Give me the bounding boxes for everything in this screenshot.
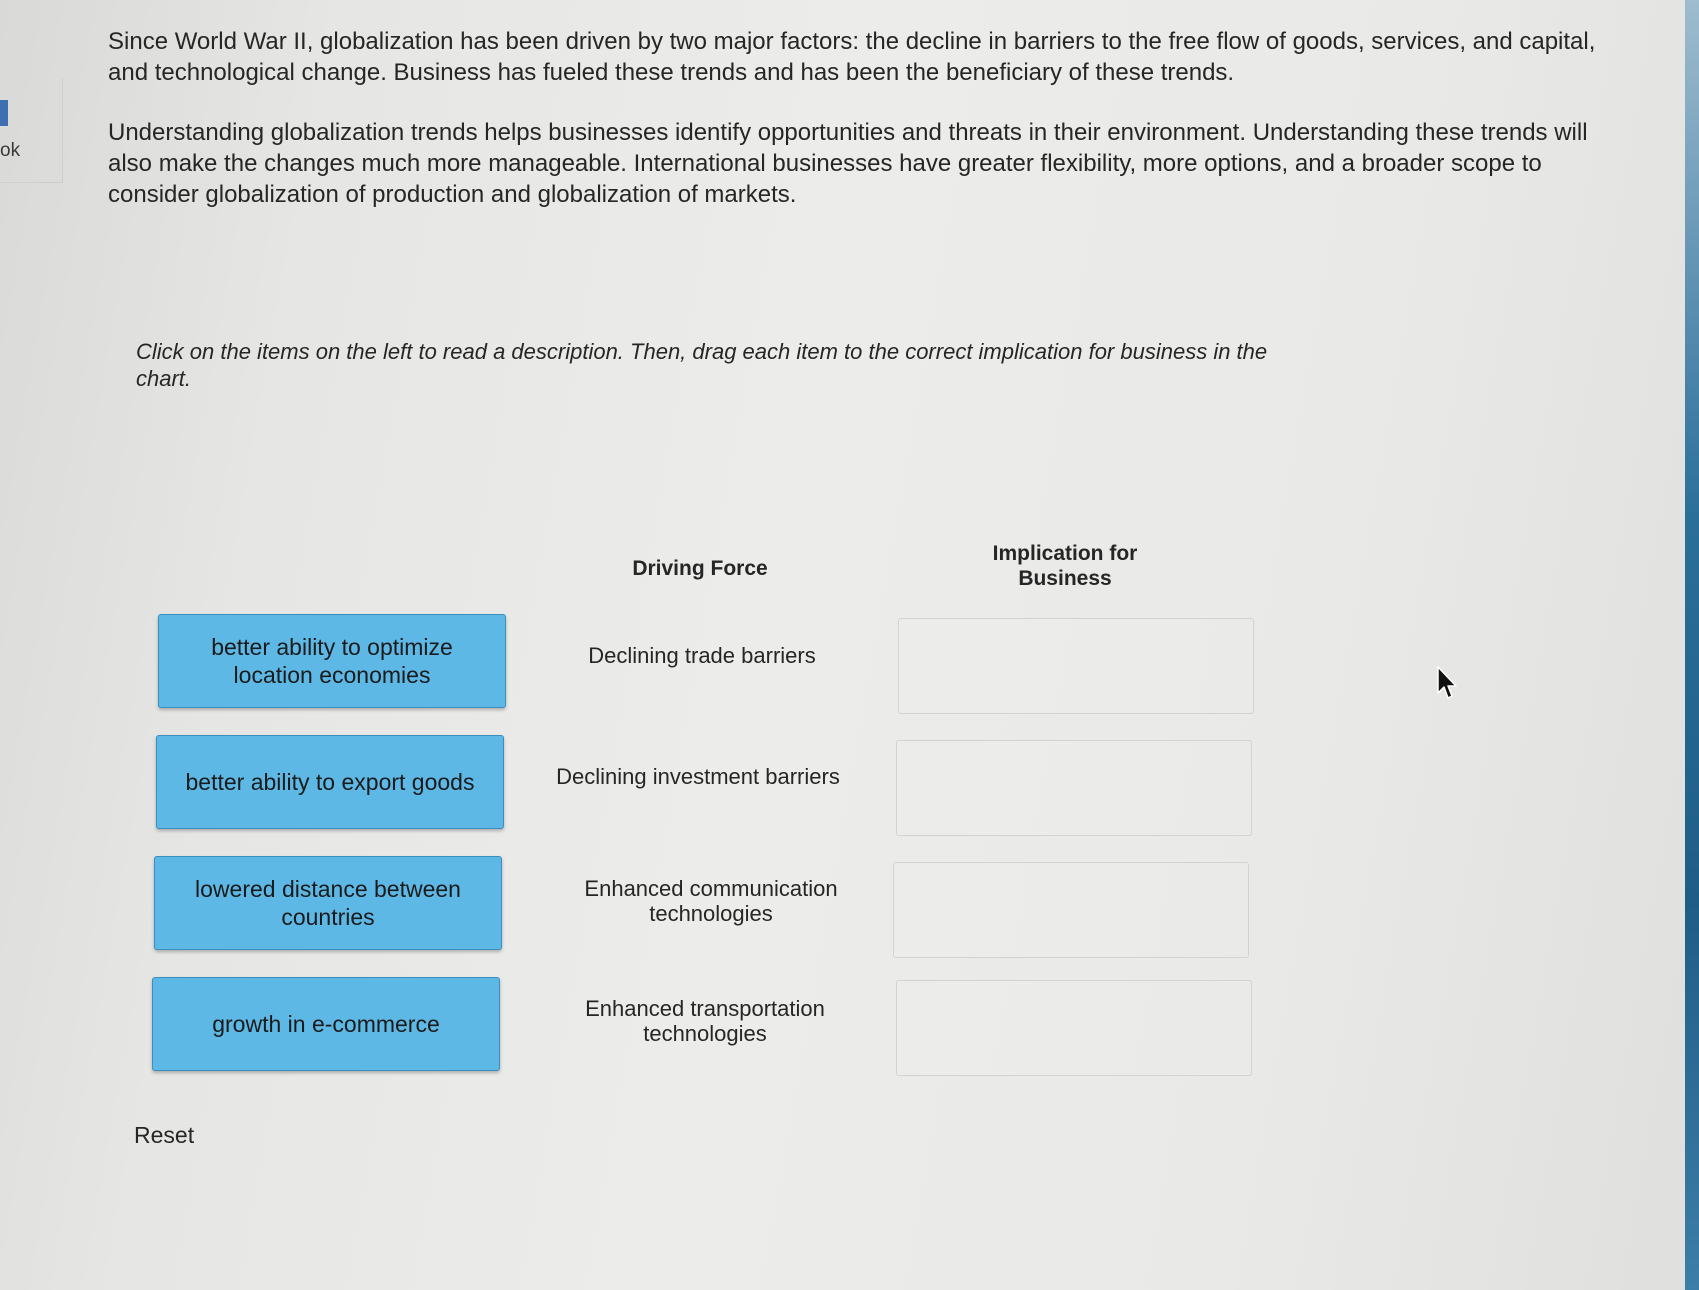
drag-item-export-goods[interactable]: better ability to export goods [156, 735, 504, 829]
driving-force-trade-barriers: Declining trade barriers [588, 643, 816, 668]
header-implication-for-business: Implication for Business [992, 542, 1138, 590]
intro-text [108, 26, 1608, 239]
driving-force-investment-barriers: Declining investment barriers [556, 764, 840, 789]
drop-zone-trade-barriers[interactable] [898, 618, 1254, 714]
intro-paragraph-2: Understanding globalization trends helps businesses identify opportunities and threats in their environment. Understanding these trends will also make the changes much more manageable. International businesses have greater flexibility, more options, and a broader scope to consider globalization of production and globalization of markets. [108, 119, 1588, 208]
drop-zone-communication-tech[interactable] [893, 862, 1249, 958]
driving-force-transportation-tech: Enhanced transportation technologies [585, 996, 825, 1046]
intro-paragraph-1: Since World War II, globalization has been driven by two major factors: the decline in barriers to the free flow of goods, services, and capital, and technological change. Business has fueled these trends and has been the beneficiary of these trends. [108, 28, 1596, 86]
header-driving-force: Driving Force [632, 557, 768, 580]
desktop-background-strip [1685, 0, 1699, 1290]
left-sidebar [0, 78, 63, 183]
drag-item-e-commerce[interactable]: growth in e-commerce [152, 977, 500, 1071]
drag-item-lowered-distance[interactable]: lowered distance between countries [154, 856, 502, 950]
sidebar-label[interactable]: ok [0, 140, 21, 161]
reset-button[interactable]: Reset [134, 1122, 195, 1148]
instruction-text: Click on the items on the left to read a description. Then, drag each item to the correct implication for business in the chart. [136, 339, 1268, 391]
drop-zone-transportation-tech[interactable] [896, 980, 1252, 1076]
driving-force-communication-tech: Enhanced communication technologies [584, 876, 838, 926]
drag-item-optimize-location-economies[interactable]: better ability to optimize location economies [158, 614, 506, 708]
drop-zone-investment-barriers[interactable] [896, 740, 1252, 836]
sidebar-accent-bar [0, 100, 8, 126]
mouse-pointer-icon [1436, 665, 1458, 701]
